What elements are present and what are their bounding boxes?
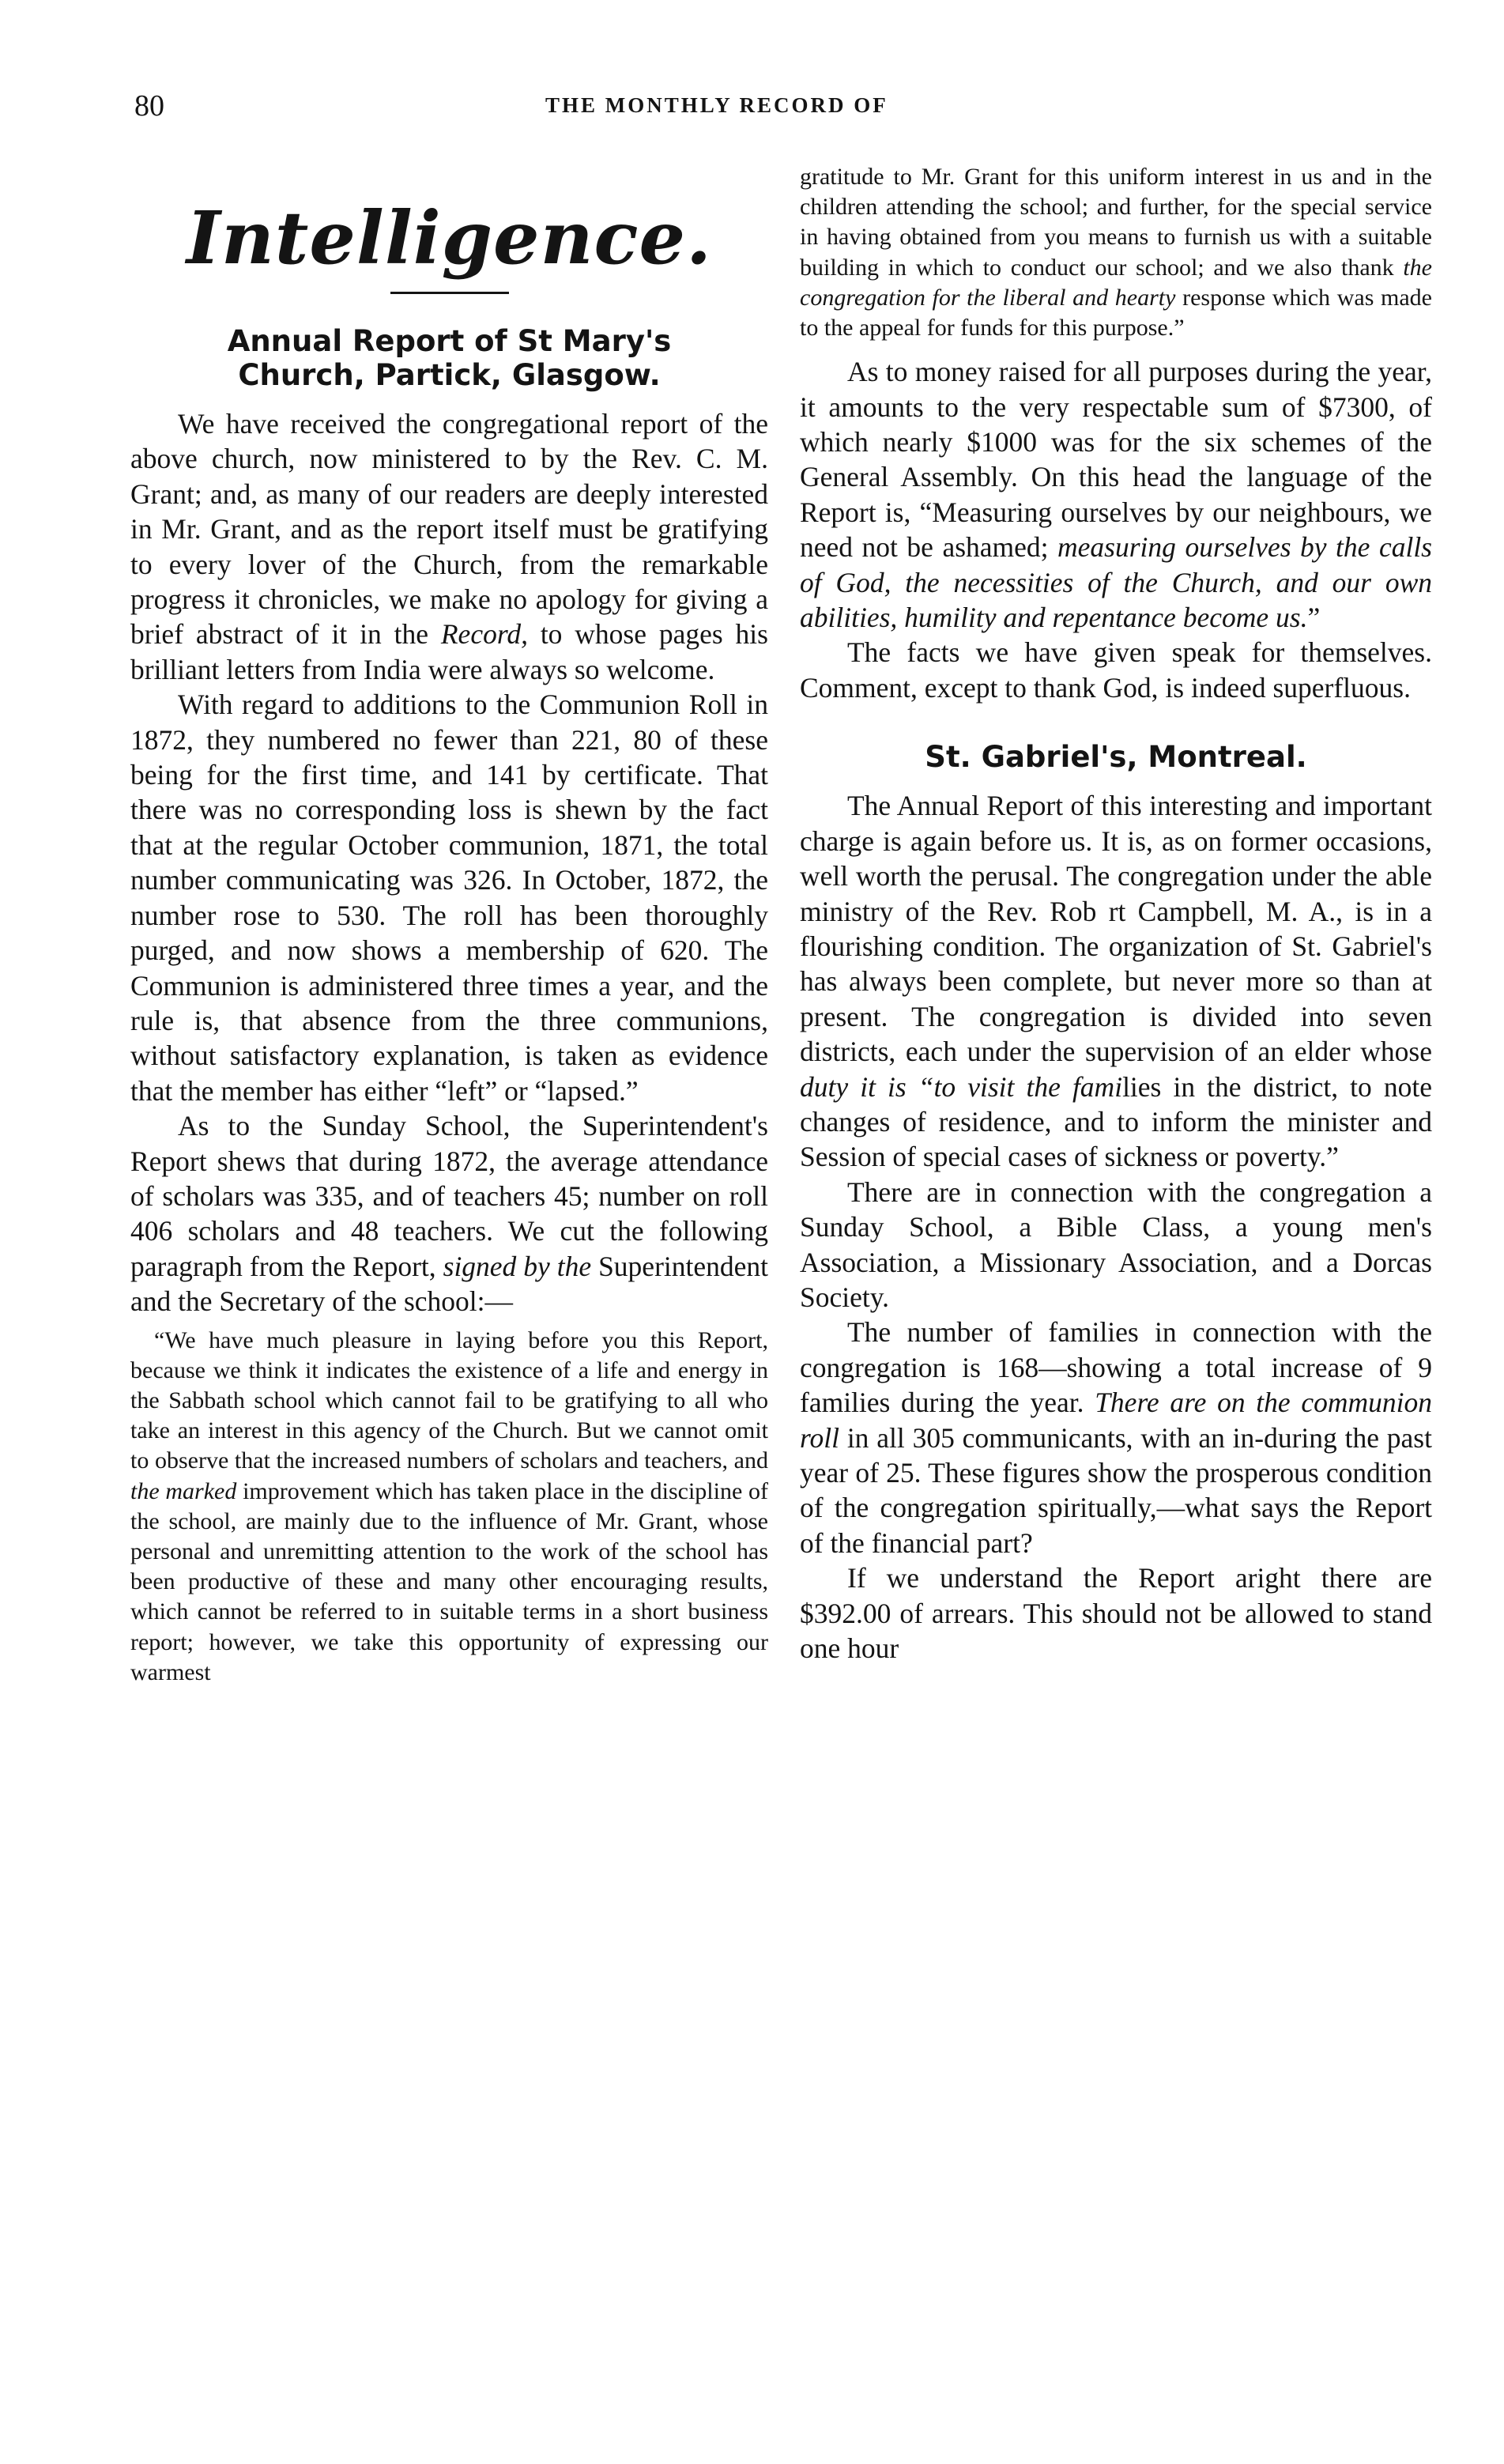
text: We have received the congregational report of the above church, now ministered to by the Rev. C. M. Grant; and, as many of our readers are deeply interested in Mr. Grant, and as the report itself must be gratifying to every lover of the Church, from the remarkable progress it chronicles, we make no apology for giving a brief abstract of it in the bbox=[130, 408, 768, 651]
paragraph bbox=[130, 406, 768, 687]
title-rule bbox=[390, 292, 509, 294]
right-column bbox=[800, 162, 1432, 1666]
italic-text: the marked bbox=[130, 1477, 237, 1504]
text: to whose pages his brilliant letters from India were always so welcome. bbox=[130, 618, 768, 685]
article-heading-st-gabriels: St. Gabriel's, Montreal. bbox=[925, 740, 1307, 775]
article-heading-line-1: Annual Report of St Mary's bbox=[227, 324, 672, 358]
paragraph: The facts we have given speak for themselves. Comment, except to thank God, is indeed superfluous. bbox=[800, 636, 1432, 704]
text: response which was made to the appeal for funds for this purpose.” bbox=[800, 284, 1432, 341]
text: “We have much pleasure in laying before you this Report, because we think it indicates the existence of a life and energy in the Sabbath school which cannot fail to be gratifying to all who take an interest in this agency of the Church. But we cannot omit to observe that the increased numbers of scholars and teachers, and bbox=[130, 1326, 768, 1474]
paragraph bbox=[130, 1108, 768, 1319]
text: As to money raised for all purposes during the year, it amounts to the very respectable sum of $7300, of which nearly $1000 was for the six schemes of the General Assembly. On this head the language of the Report is, “Measuring ourselves by our neighbours, we need not be ashamed; bbox=[800, 356, 1432, 564]
article-heading-line-2: Church, Partick, Glasgow. bbox=[238, 358, 661, 392]
left-column bbox=[130, 178, 768, 1688]
quotation-continued bbox=[800, 162, 1432, 343]
running-head: THE MONTHLY RECORD OF bbox=[545, 93, 888, 117]
italic-text: signed by the bbox=[443, 1250, 592, 1282]
text: As to the Sunday School, the Superintendent's Report shews that during 1872, the average attendance of scholars was 335, and of teachers 45; number on roll 406 scholars and 48 teachers. We cut the following paragraph from the Report, bbox=[130, 1110, 768, 1282]
text: The number of families in connection with the congregation is 168—showing a total increase of 9 families during the year. bbox=[800, 1316, 1432, 1419]
italic-text: There are on the communion roll bbox=[800, 1387, 1432, 1454]
text: improvement which has taken place in the discipline of the school, are mainly due to the influence of Mr. Grant, whose personal and unremitting attention to the work of the school has been productive of these and many other encouraging results, which cannot be referred to in suitable terms in a short business report; however, we take this opportunity of expressing our warmest bbox=[130, 1477, 769, 1685]
text: Superintendent and the Secretary of the school:— bbox=[130, 1250, 768, 1318]
text: The Annual Report of this interesting and important charge is again before us. It is, as on former occasions, well worth the perusal. The congregation under the able ministry of the Rev. Rob rt Campbell, M. A., is in a flourishing condition. The organization of St. Gabriel's has always been complete, but never more so than at present. The congregation is divided into seven districts, each under the supervision of an elder whose bbox=[800, 790, 1432, 1068]
text: in all 305 communicants, with an in-during the past year of 25. These figures show the prosperous condition of the congregation spiritually,—what says the Report of the financial part? bbox=[800, 1421, 1432, 1559]
article-heading-st-marys bbox=[130, 324, 768, 392]
italic-text: measuring ourselves by the calls of God, the necessities of the Church, and our own abilities, humility and repentance become us. bbox=[800, 531, 1432, 634]
section-title: Intelligence. bbox=[186, 195, 713, 281]
paragraph bbox=[800, 1315, 1432, 1560]
text: lies in the district, to note changes of residence, and to inform the minister and Session of special cases of sickness or poverty.” bbox=[800, 1070, 1432, 1173]
text: gratitude to Mr. Grant for this uniform interest in us and in the children attending the school; and further, for the special service in having obtained from you means to furnish us with a suitable building in which to conduct our school; and we also thank bbox=[800, 164, 1432, 281]
text: ” bbox=[1307, 602, 1321, 634]
italic-text: duty it is “to visit the fami bbox=[800, 1070, 1123, 1103]
quotation bbox=[130, 1326, 768, 1688]
paragraph: If we understand the Report aright there are $392.00 of arrears. This should not be allowed to stand one hour bbox=[800, 1562, 1432, 1665]
paragraph bbox=[800, 788, 1432, 1174]
paragraph bbox=[800, 354, 1432, 635]
italic-text: Record, bbox=[440, 618, 528, 651]
italic-text: the congregation for the liberal and hearty bbox=[800, 254, 1432, 311]
paragraph: With regard to additions to the Communion Roll in 1872, they numbered no fewer than 221, 80 of these being for the first time, and 141 by certificate. That there was no corresponding loss is shewn by the fact that at the regular October communion, 1871, the total number communicating was 326. In October, 1872, the number rose to 530. The roll has been thoroughly purged, and now shows a membership of 620. The Communion is administered three times a year, and the rule is, that absence from the three communions, without satisfactory explanation, is taken as evidence that the member has either “left” or “lapsed.” bbox=[130, 689, 768, 1107]
paragraph: There are in connection with the congregation a Sunday School, a Bible Class, a young men's Association, a Missionary Association, and a Dorcas Society. bbox=[800, 1175, 1432, 1313]
page-number: 80 bbox=[134, 89, 164, 123]
